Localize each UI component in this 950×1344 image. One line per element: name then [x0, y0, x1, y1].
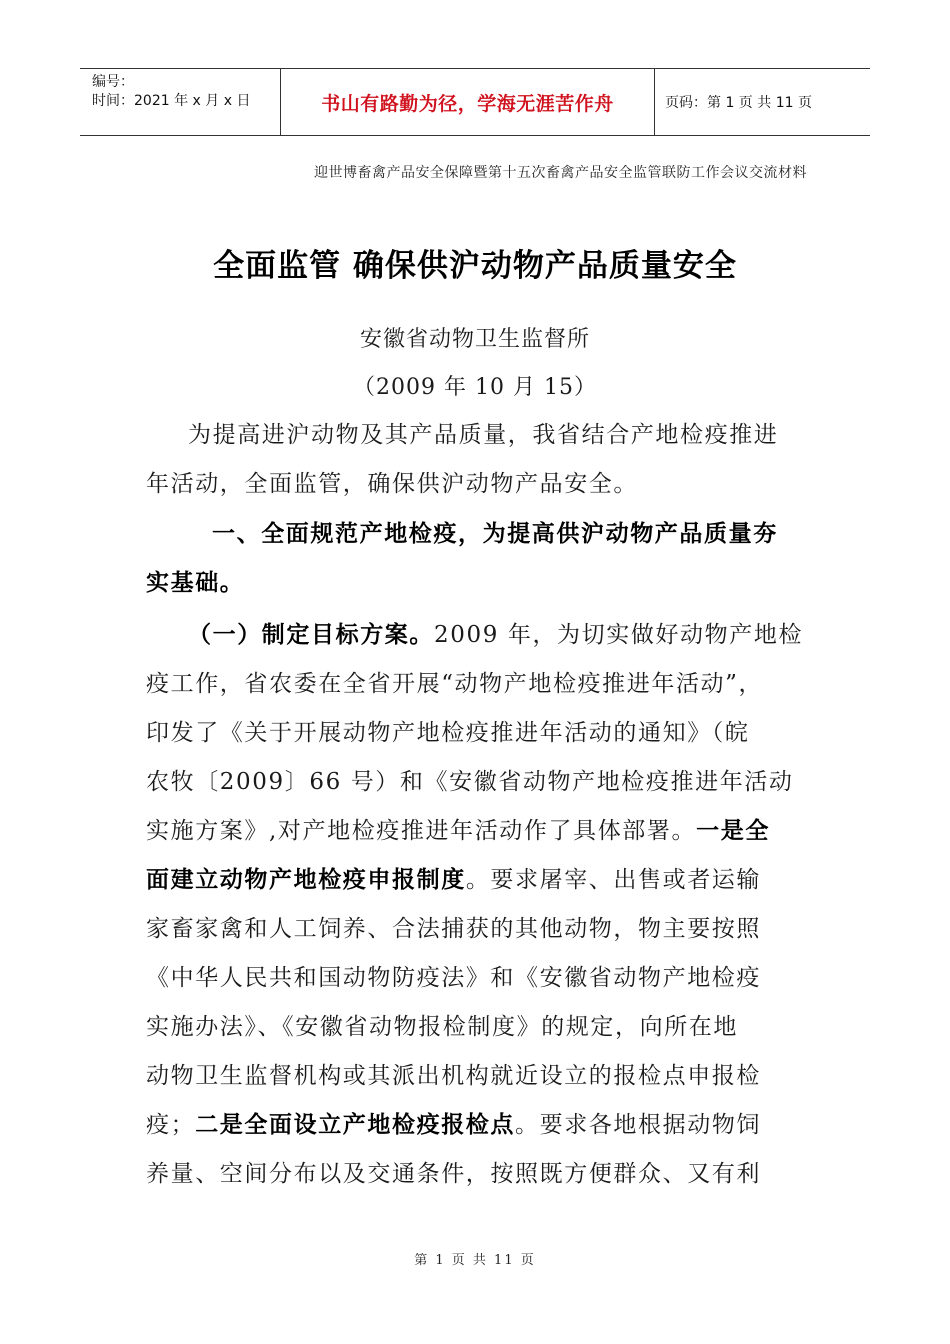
body-line: 《中华人民共和国动物防疫法》和《安徽省动物产地检疫	[146, 965, 761, 991]
body-line: 养量、空间分布以及交通条件，按照既方便群众、又有利	[146, 1161, 761, 1187]
header-motto: 书山有路勤为径，学海无涯苦作舟	[280, 69, 655, 135]
section-heading: 实基础。	[146, 570, 245, 596]
header-page-info: 页码：第 1 页 共 11 页	[665, 95, 812, 111]
emphasis-text: 一是全	[696, 818, 770, 844]
body-line: 年活动，全面监管，确保供沪动物产品安全。	[146, 471, 638, 497]
body-line: 家畜家禽和人工饲养、合法捕获的其他动物，物主要按照	[146, 916, 761, 942]
section-heading: 一、全面规范产地检疫，为提高供沪动物产品质量夯	[212, 521, 778, 547]
body-line: 动物卫生监督机构或其派出机构就近设立的报检点申报检	[146, 1063, 761, 1089]
author-organization: 安徽省动物卫生监督所	[359, 327, 590, 352]
emphasis-text: 面建立动物产地检疫申报制度	[146, 867, 466, 893]
body-line: 面建立动物产地检疫申报制度。要求屠宰、出售或者运输	[146, 867, 762, 893]
body-line: 印发了《关于开展动物产地检疫推进年活动的通知》（皖	[146, 720, 750, 746]
number-label: 编号：	[92, 74, 134, 90]
body-line: （一）制定目标方案。2009 年，为切实做好动物产地检	[188, 622, 804, 648]
header-table	[80, 68, 870, 136]
document-date: （2009 年 10 月 15）	[353, 375, 597, 400]
page-footer: 第 1 页 共 11 页	[414, 1253, 536, 1268]
header-meta	[80, 69, 280, 135]
body-line: 疫；二是全面设立产地检疫报检点。要求各地根据动物饲	[146, 1112, 762, 1138]
body-line: 疫工作，省农委在全省开展“动物产地检疫推进年活动”，	[146, 671, 764, 697]
time-label: 时间：2021 年 x 月 x 日	[92, 93, 251, 109]
document-title: 全面监管 确保供沪动物产品质量安全	[213, 248, 737, 284]
body-line: 实施方案》,对产地检疫推进年活动作了具体部署。一是全	[146, 818, 770, 844]
document-subtitle: 迎世博畜禽产品安全保障暨第十五次畜禽产品安全监管联防工作会议交流材料	[314, 165, 807, 181]
body-line: 农牧〔2009〕66 号）和《安徽省动物产地检疫推进年活动	[146, 769, 794, 795]
body-line: 实施办法》、《安徽省动物报检制度》的规定，向所在地	[146, 1014, 738, 1040]
body-line: 为提高进沪动物及其产品质量，我省结合产地检疫推进	[188, 422, 779, 448]
subsection-heading: （一）制定目标方案。	[188, 622, 434, 648]
emphasis-text: 二是全面设立产地检疫报检点	[195, 1112, 516, 1138]
